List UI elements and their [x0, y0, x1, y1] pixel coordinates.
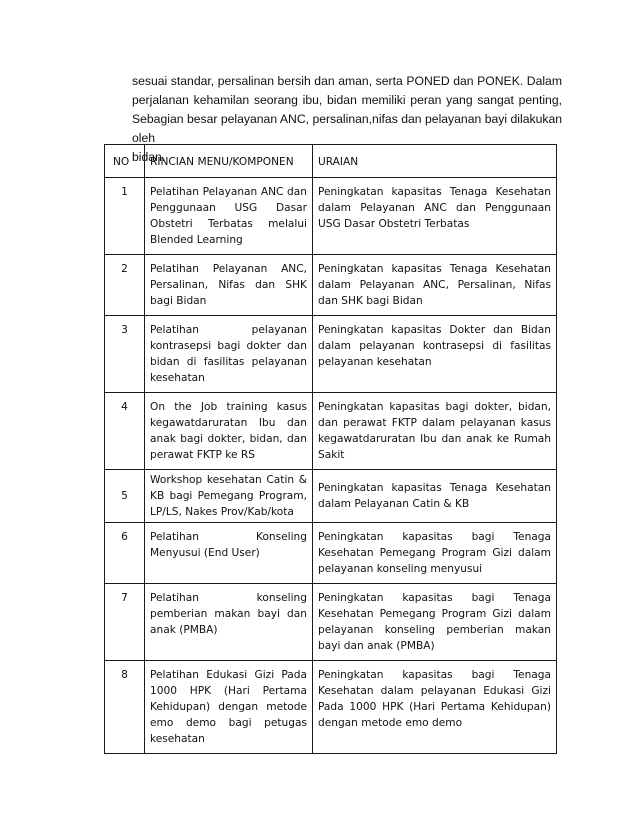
table-row [105, 470, 557, 523]
row-uraian: Peningkatan kapasitas bagi Tenaga Kesehatan Pemegang Program Gizi dalam pelayanan konseling menyusui [313, 523, 557, 584]
row-number: 6 [105, 523, 145, 584]
table-row [105, 393, 557, 470]
intro-line: bidan. [132, 150, 166, 164]
row-number: 7 [105, 584, 145, 661]
row-number: 2 [105, 255, 145, 316]
row-uraian: Peningkatan kapasitas Dokter dan Bidan dalam pelayanan kontrasepsi di fasilitas pelayanan kesehatan [313, 316, 557, 393]
intro-line: sesuai standar, persalinan bersih dan aman, serta PONED dan PONEK. Dalam [132, 74, 562, 88]
rincian-table [104, 144, 557, 754]
header-no: NO [105, 145, 145, 178]
row-rincian: Pelatihan konseling pemberian makan bayi dan anak (PMBA) [145, 584, 313, 661]
row-number: 4 [105, 393, 145, 470]
row-uraian: Peningkatan kapasitas bagi Tenaga Kesehatan dalam pelayanan Edukasi Gizi Pada 1000 HPK (Hari Pertama Kehidupan) dengan metode emo demo [313, 661, 557, 754]
row-rincian: Pelatihan Konseling Menyusui (End User) [145, 523, 313, 584]
row-rincian: Pelatihan Edukasi Gizi Pada 1000 HPK (Hari Pertama Kehidupan) dengan metode emo demo bagi petugas kesehatan [145, 661, 313, 754]
intro-line: Sebagian besar pelayanan ANC, persalinan,nifas dan pelayanan bayi dilakukan oleh [132, 112, 562, 145]
row-rincian: Workshop kesehatan Catin & KB bagi Pemegang Program, LP/LS, Nakes Prov/Kab/kota [145, 470, 313, 523]
table-row [105, 178, 557, 255]
row-number: 5 [105, 470, 145, 523]
table-row [105, 523, 557, 584]
row-uraian: Peningkatan kapasitas Tenaga Kesehatan dalam Pelayanan Catin & KB [313, 470, 557, 523]
row-uraian: Peningkatan kapasitas bagi dokter, bidan, dan perawat FKTP dalam pelayanan kasus kegawatdaruratan Ibu dan anak ke Rumah Sakit [313, 393, 557, 470]
row-rincian: Pelatihan pelayanan kontrasepsi bagi dokter dan bidan di fasilitas pelayanan kesehatan [145, 316, 313, 393]
intro-line: perjalanan kehamilan seorang ibu, bidan memiliki peran yang sangat penting, [132, 93, 562, 107]
header-uraian: URAIAN [313, 145, 557, 178]
row-rincian: Pelatihan Pelayanan ANC, Persalinan, Nifas dan SHK bagi Bidan [145, 255, 313, 316]
row-rincian: Pelatihan Pelayanan ANC dan Penggunaan USG Dasar Obstetri Terbatas melalui Blended Learning [145, 178, 313, 255]
table-header-row [105, 145, 557, 178]
row-rincian: On the Job training kasus kegawatdaruratan Ibu dan anak bagi dokter, bidan, dan perawat FKTP ke RS [145, 393, 313, 470]
table-row [105, 584, 557, 661]
table-row [105, 316, 557, 393]
row-uraian: Peningkatan kapasitas Tenaga Kesehatan dalam Pelayanan ANC dan Penggunaan USG Dasar Obstetri Terbatas [313, 178, 557, 255]
row-uraian: Peningkatan kapasitas bagi Tenaga Kesehatan Pemegang Program Gizi dalam pelayanan konseling pemberian makan bayi dan anak (PMBA) [313, 584, 557, 661]
table-row [105, 661, 557, 754]
row-number: 3 [105, 316, 145, 393]
header-rincian: RINCIAN MENU/KOMPONEN [145, 145, 313, 178]
row-number: 1 [105, 178, 145, 255]
row-uraian: Peningkatan kapasitas Tenaga Kesehatan dalam Pelayanan ANC, Persalinan, Nifas dan SHK bagi Bidan [313, 255, 557, 316]
table-row [105, 255, 557, 316]
row-number: 8 [105, 661, 145, 754]
